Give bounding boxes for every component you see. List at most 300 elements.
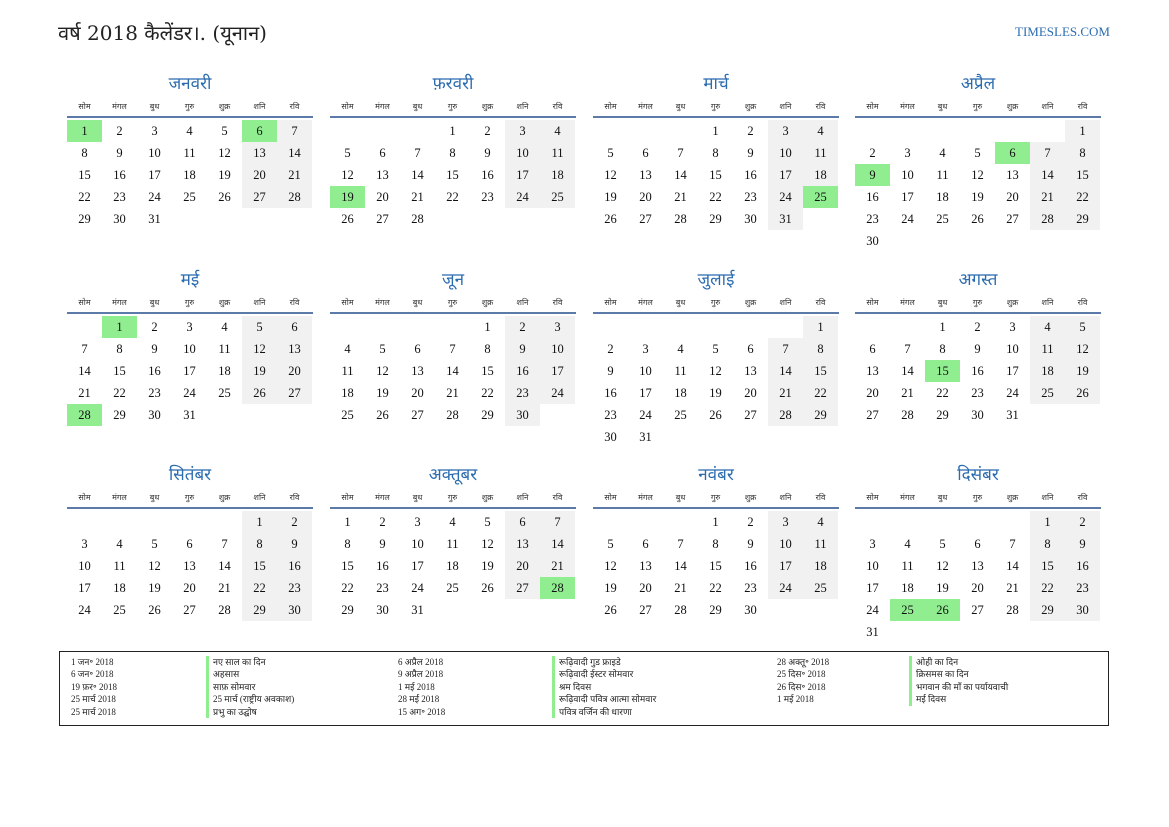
day-cell: 6	[974, 537, 981, 551]
day-cell: 26	[709, 408, 722, 422]
weekday-label: शुक्र	[218, 102, 231, 111]
day-cell: 15	[78, 168, 91, 182]
empty-cell	[855, 120, 890, 142]
month-block	[855, 72, 1101, 252]
day-cell: 31	[183, 408, 196, 422]
day-cell: 4	[939, 146, 946, 160]
day-cell: 15	[113, 364, 126, 378]
day-cell: 2	[277, 511, 312, 533]
day-cell: 20	[277, 360, 312, 382]
legend-date: 26 दिस॰ 2018	[777, 681, 826, 692]
day-cell: 26	[376, 408, 389, 422]
day-cell: 3	[540, 316, 575, 338]
empty-cell	[733, 316, 768, 338]
day-cell: 14	[218, 559, 231, 573]
day-cell: 28	[277, 186, 312, 208]
day-cell: 2	[505, 316, 540, 338]
day-grid	[67, 120, 313, 230]
day-cell: 27	[1006, 212, 1019, 226]
day-grid	[593, 316, 839, 448]
day-cell: 13	[277, 338, 312, 360]
day-cell: 13	[411, 364, 424, 378]
day-cell: 6	[186, 537, 193, 551]
day-cell: 1	[939, 320, 946, 334]
month-block	[330, 463, 576, 621]
day-cell: 27	[411, 408, 424, 422]
day-cell: 1	[484, 320, 491, 334]
day-cell: 26	[218, 190, 231, 204]
legend-holiday-name: ओही का दिन	[909, 656, 958, 668]
legend-date: 1 मई 2018	[398, 681, 435, 692]
day-cell: 19	[376, 386, 389, 400]
day-cell: 20	[242, 164, 277, 186]
day-cell: 3	[768, 120, 803, 142]
day-cell: 5	[1065, 316, 1100, 338]
day-cell: 9	[1065, 533, 1100, 555]
day-cell: 16	[971, 364, 984, 378]
day-cell: 23	[481, 190, 494, 204]
weekday-label: सोम	[341, 298, 354, 307]
day-cell: 14	[446, 364, 459, 378]
day-cell: 29	[78, 212, 91, 226]
day-cell: 30	[1065, 599, 1100, 621]
weekday-label: सोम	[604, 493, 617, 502]
weekday-label: शनि	[253, 493, 266, 502]
day-cell: 30	[604, 430, 617, 444]
day-cell: 23	[1065, 577, 1100, 599]
day-cell: 7	[277, 120, 312, 142]
legend-holiday-name: रूढ़िवादी गुड फ्राइडे	[552, 656, 621, 668]
weekday-label: सोम	[341, 102, 354, 111]
day-cell: 3	[505, 120, 540, 142]
month-block	[593, 72, 839, 230]
day-cell: 22	[1030, 577, 1065, 599]
legend-date: 6 जन॰ 2018	[71, 669, 114, 680]
day-cell: 7	[677, 537, 684, 551]
day-cell: 10	[768, 142, 803, 164]
empty-cell	[995, 120, 1030, 142]
day-cell: 22	[803, 382, 838, 404]
day-cell: 25	[674, 408, 687, 422]
day-cell: 29	[709, 212, 722, 226]
weekday-label: गुरु	[447, 102, 458, 111]
day-cell: 24	[505, 186, 540, 208]
day-cell: 1	[242, 511, 277, 533]
day-cell: 8	[449, 146, 456, 160]
weekday-header	[330, 294, 576, 314]
day-cell: 14	[540, 533, 575, 555]
day-cell: 15	[242, 555, 277, 577]
day-cell: 12	[936, 559, 949, 573]
legend-holiday-name: प्रभु का उद्घोष	[206, 706, 257, 718]
day-cell: 30	[744, 212, 757, 226]
day-cell: 13	[183, 559, 196, 573]
day-cell: 12	[341, 168, 354, 182]
weekday-label: रवि	[289, 298, 300, 307]
day-cell: 1	[344, 515, 351, 529]
day-cell: 9	[151, 342, 158, 356]
empty-cell	[890, 511, 925, 533]
day-cell: 29	[709, 603, 722, 617]
legend-date: 25 दिस॰ 2018	[777, 669, 826, 680]
weekday-label: शुक्र	[218, 493, 231, 502]
month-name: अप्रैल	[960, 74, 996, 94]
day-cell: 23	[113, 190, 126, 204]
day-cell: 2	[869, 146, 876, 160]
empty-cell	[995, 511, 1030, 533]
day-cell: 13	[1006, 168, 1019, 182]
day-cell: 30	[744, 603, 757, 617]
day-cell: 7	[221, 537, 228, 551]
day-cell: 24	[183, 386, 196, 400]
day-cell: 16	[277, 555, 312, 577]
day-cell: 19	[1065, 360, 1100, 382]
day-cell: 10	[768, 533, 803, 555]
day-cell: 4	[221, 320, 228, 334]
day-cell: 7	[1009, 537, 1016, 551]
holiday-cell: 15	[925, 360, 960, 382]
day-cell: 12	[376, 364, 389, 378]
day-cell: 3	[151, 124, 158, 138]
day-cell: 29	[481, 408, 494, 422]
day-grid	[330, 120, 576, 230]
day-cell: 16	[744, 559, 757, 573]
day-cell: 26	[1065, 382, 1100, 404]
weekday-label: मंगल	[638, 102, 653, 111]
weekday-label: सोम	[604, 298, 617, 307]
day-cell: 12	[218, 146, 231, 160]
day-cell: 18	[540, 164, 575, 186]
day-cell: 31	[866, 625, 879, 639]
day-cell: 24	[901, 212, 914, 226]
day-cell: 22	[78, 190, 91, 204]
month-block	[67, 72, 313, 230]
day-cell: 18	[936, 190, 949, 204]
day-cell: 17	[768, 555, 803, 577]
day-cell: 16	[481, 168, 494, 182]
day-cell: 2	[747, 124, 754, 138]
legend-date: 1 जन॰ 2018	[71, 657, 114, 667]
day-cell: 10	[866, 559, 879, 573]
day-cell: 17	[183, 364, 196, 378]
day-cell: 20	[376, 190, 389, 204]
day-cell: 9	[116, 146, 123, 160]
day-cell: 5	[221, 124, 228, 138]
legend-date: 1 मई 2018	[777, 694, 814, 705]
day-cell: 21	[674, 190, 687, 204]
weekday-label: शनि	[516, 298, 529, 307]
day-cell: 26	[604, 603, 617, 617]
day-cell: 12	[1065, 338, 1100, 360]
day-cell: 5	[974, 146, 981, 160]
holiday-cell: 25	[890, 599, 925, 621]
day-cell: 11	[341, 364, 354, 378]
day-cell: 8	[712, 537, 719, 551]
empty-cell	[137, 511, 172, 533]
day-cell: 3	[768, 511, 803, 533]
day-cell: 27	[242, 186, 277, 208]
day-cell: 13	[505, 533, 540, 555]
empty-cell	[593, 120, 628, 142]
day-cell: 7	[1030, 142, 1065, 164]
day-cell: 31	[1006, 408, 1019, 422]
day-cell: 11	[803, 533, 838, 555]
day-cell: 9	[607, 364, 614, 378]
day-cell: 1	[1030, 511, 1065, 533]
weekday-label: मंगल	[900, 298, 915, 307]
day-cell: 2	[607, 342, 614, 356]
day-cell: 6	[505, 511, 540, 533]
legend-holiday-name: नए साल का दिन	[206, 656, 266, 668]
day-cell: 16	[148, 364, 161, 378]
weekday-label: बुध	[937, 102, 948, 111]
weekday-label: रवि	[815, 298, 826, 307]
day-cell: 20	[411, 386, 424, 400]
day-cell: 4	[116, 537, 123, 551]
day-cell: 8	[484, 342, 491, 356]
day-cell: 13	[639, 168, 652, 182]
day-cell: 11	[540, 142, 575, 164]
day-cell: 23	[148, 386, 161, 400]
day-cell: 5	[484, 515, 491, 529]
day-cell: 24	[148, 190, 161, 204]
day-cell: 11	[113, 559, 126, 573]
day-cell: 7	[540, 511, 575, 533]
day-cell: 27	[277, 382, 312, 404]
day-cell: 2	[116, 124, 123, 138]
day-cell: 14	[674, 559, 687, 573]
day-cell: 25	[113, 603, 126, 617]
day-cell: 9	[379, 537, 386, 551]
legend-date: 28 अक्तू॰ 2018	[777, 657, 830, 667]
day-cell: 23	[604, 408, 617, 422]
month-block	[593, 463, 839, 621]
weekday-label: शनि	[779, 102, 792, 111]
weekday-header	[593, 98, 839, 118]
day-cell: 20	[744, 386, 757, 400]
day-cell: 10	[639, 364, 652, 378]
day-cell: 14	[1006, 559, 1019, 573]
day-cell: 21	[411, 190, 424, 204]
day-cell: 15	[709, 559, 722, 573]
weekday-label: बुध	[412, 102, 423, 111]
holiday-cell: 25	[803, 186, 838, 208]
day-cell: 29	[242, 599, 277, 621]
month-name: दिसंबर	[957, 465, 999, 485]
weekday-label: गुरु	[447, 298, 458, 307]
empty-cell	[663, 316, 698, 338]
month-block	[67, 463, 313, 621]
legend-date: 19 फ़र॰ 2018	[71, 681, 117, 692]
day-cell: 7	[414, 146, 421, 160]
day-cell: 11	[674, 364, 687, 378]
day-cell: 21	[218, 581, 231, 595]
day-cell: 1	[712, 515, 719, 529]
legend-holiday-name: श्रम दिवस	[552, 681, 591, 693]
empty-cell	[890, 316, 925, 338]
day-cell: 14	[277, 142, 312, 164]
day-cell: 2	[151, 320, 158, 334]
day-cell: 1	[449, 124, 456, 138]
day-cell: 21	[674, 581, 687, 595]
day-cell: 25	[183, 190, 196, 204]
legend-holiday-name: भगवान की माँ का पर्यायवाची	[909, 681, 1008, 693]
weekday-label: रवि	[1077, 493, 1088, 502]
day-cell: 28	[446, 408, 459, 422]
day-cell: 13	[744, 364, 757, 378]
day-cell: 6	[642, 537, 649, 551]
day-cell: 19	[148, 581, 161, 595]
day-cell: 20	[639, 581, 652, 595]
weekday-label: बुध	[937, 298, 948, 307]
day-cell: 17	[540, 360, 575, 382]
weekday-label: बुध	[937, 493, 948, 502]
month-name: मार्च	[703, 74, 729, 94]
weekday-label: शनि	[779, 493, 792, 502]
day-cell: 4	[904, 537, 911, 551]
empty-cell	[593, 316, 628, 338]
day-grid	[855, 120, 1101, 252]
day-cell: 15	[341, 559, 354, 573]
month-name: जुलाई	[697, 270, 735, 290]
day-cell: 23	[866, 212, 879, 226]
site-link[interactable]: TIMESLES.COM	[1015, 24, 1110, 39]
day-cell: 25	[1030, 382, 1065, 404]
weekday-label: शुक्र	[481, 298, 494, 307]
day-cell: 18	[803, 555, 838, 577]
empty-cell	[628, 316, 663, 338]
weekday-label: शुक्र	[481, 102, 494, 111]
day-cell: 12	[481, 537, 494, 551]
day-grid	[330, 511, 576, 621]
weekday-header	[593, 294, 839, 314]
day-cell: 15	[1030, 555, 1065, 577]
day-cell: 15	[446, 168, 459, 182]
weekday-label: गुरु	[184, 102, 195, 111]
month-block	[67, 268, 313, 426]
day-cell: 2	[747, 515, 754, 529]
day-cell: 22	[936, 386, 949, 400]
day-cell: 5	[939, 537, 946, 551]
day-cell: 18	[901, 581, 914, 595]
weekday-label: मंगल	[900, 493, 915, 502]
day-cell: 18	[183, 168, 196, 182]
day-cell: 21	[1006, 581, 1019, 595]
empty-cell	[698, 316, 733, 338]
day-cell: 25	[936, 212, 949, 226]
day-cell: 28	[218, 603, 231, 617]
day-cell: 7	[449, 342, 456, 356]
weekday-label: शुक्र	[744, 493, 757, 502]
day-cell: 28	[411, 212, 424, 226]
weekday-label: मंगल	[112, 298, 127, 307]
day-cell: 14	[1030, 164, 1065, 186]
weekday-label: शुक्र	[744, 298, 757, 307]
day-cell: 31	[768, 208, 803, 230]
day-cell: 30	[866, 234, 879, 248]
day-cell: 8	[344, 537, 351, 551]
day-cell: 10	[505, 142, 540, 164]
day-cell: 9	[974, 342, 981, 356]
day-cell: 17	[505, 164, 540, 186]
weekday-label: बुध	[675, 298, 686, 307]
holiday-cell: 28	[67, 404, 102, 426]
day-cell: 18	[1030, 360, 1065, 382]
weekday-header	[67, 489, 313, 509]
day-cell: 15	[481, 364, 494, 378]
empty-cell	[435, 316, 470, 338]
weekday-label: रवि	[1077, 298, 1088, 307]
month-block	[855, 463, 1101, 643]
day-cell: 25	[540, 186, 575, 208]
day-cell: 14	[78, 364, 91, 378]
legend-date: 28 मई 2018	[398, 694, 440, 705]
empty-cell	[365, 316, 400, 338]
legend-date: 15 अग॰ 2018	[398, 706, 446, 717]
weekday-label: मंगल	[900, 102, 915, 111]
day-cell: 2	[484, 124, 491, 138]
day-cell: 24	[866, 603, 879, 617]
day-cell: 8	[81, 146, 88, 160]
day-cell: 25	[218, 386, 231, 400]
holiday-cell: 26	[925, 599, 960, 621]
day-cell: 10	[148, 146, 161, 160]
day-cell: 12	[148, 559, 161, 573]
month-name: जून	[441, 270, 465, 290]
empty-cell	[768, 316, 803, 338]
day-cell: 13	[639, 559, 652, 573]
weekday-label: मंगल	[638, 298, 653, 307]
day-cell: 20	[866, 386, 879, 400]
day-cell: 20	[505, 555, 540, 577]
weekday-label: मंगल	[375, 298, 390, 307]
weekday-label: गुरु	[972, 102, 983, 111]
day-cell: 20	[971, 581, 984, 595]
day-cell: 7	[768, 338, 803, 360]
weekday-label: सोम	[866, 102, 879, 111]
weekday-label: शनि	[253, 298, 266, 307]
weekday-label: रवि	[1077, 102, 1088, 111]
day-cell: 22	[481, 386, 494, 400]
day-cell: 22	[709, 581, 722, 595]
day-cell: 8	[1030, 533, 1065, 555]
day-cell: 19	[604, 190, 617, 204]
weekday-label: बुध	[675, 493, 686, 502]
day-cell: 16	[505, 360, 540, 382]
day-cell: 28	[1006, 603, 1019, 617]
weekday-label: गुरु	[972, 493, 983, 502]
day-cell: 19	[218, 168, 231, 182]
weekday-label: शुक्र	[744, 102, 757, 111]
weekday-label: सोम	[78, 493, 91, 502]
day-cell: 21	[1030, 186, 1065, 208]
weekday-label: बुध	[149, 298, 160, 307]
weekday-label: बुध	[412, 493, 423, 502]
day-cell: 5	[242, 316, 277, 338]
legend-date: 25 मार्च 2018	[71, 706, 116, 717]
day-cell: 16	[376, 559, 389, 573]
day-cell: 5	[607, 146, 614, 160]
day-cell: 19	[971, 190, 984, 204]
legend-date: 9 अप्रैल 2018	[398, 669, 444, 680]
day-cell: 13	[242, 142, 277, 164]
day-cell: 26	[971, 212, 984, 226]
day-cell: 27	[183, 603, 196, 617]
weekday-label: रवि	[289, 102, 300, 111]
day-cell: 9	[505, 338, 540, 360]
day-cell: 13	[376, 168, 389, 182]
empty-cell	[925, 511, 960, 533]
